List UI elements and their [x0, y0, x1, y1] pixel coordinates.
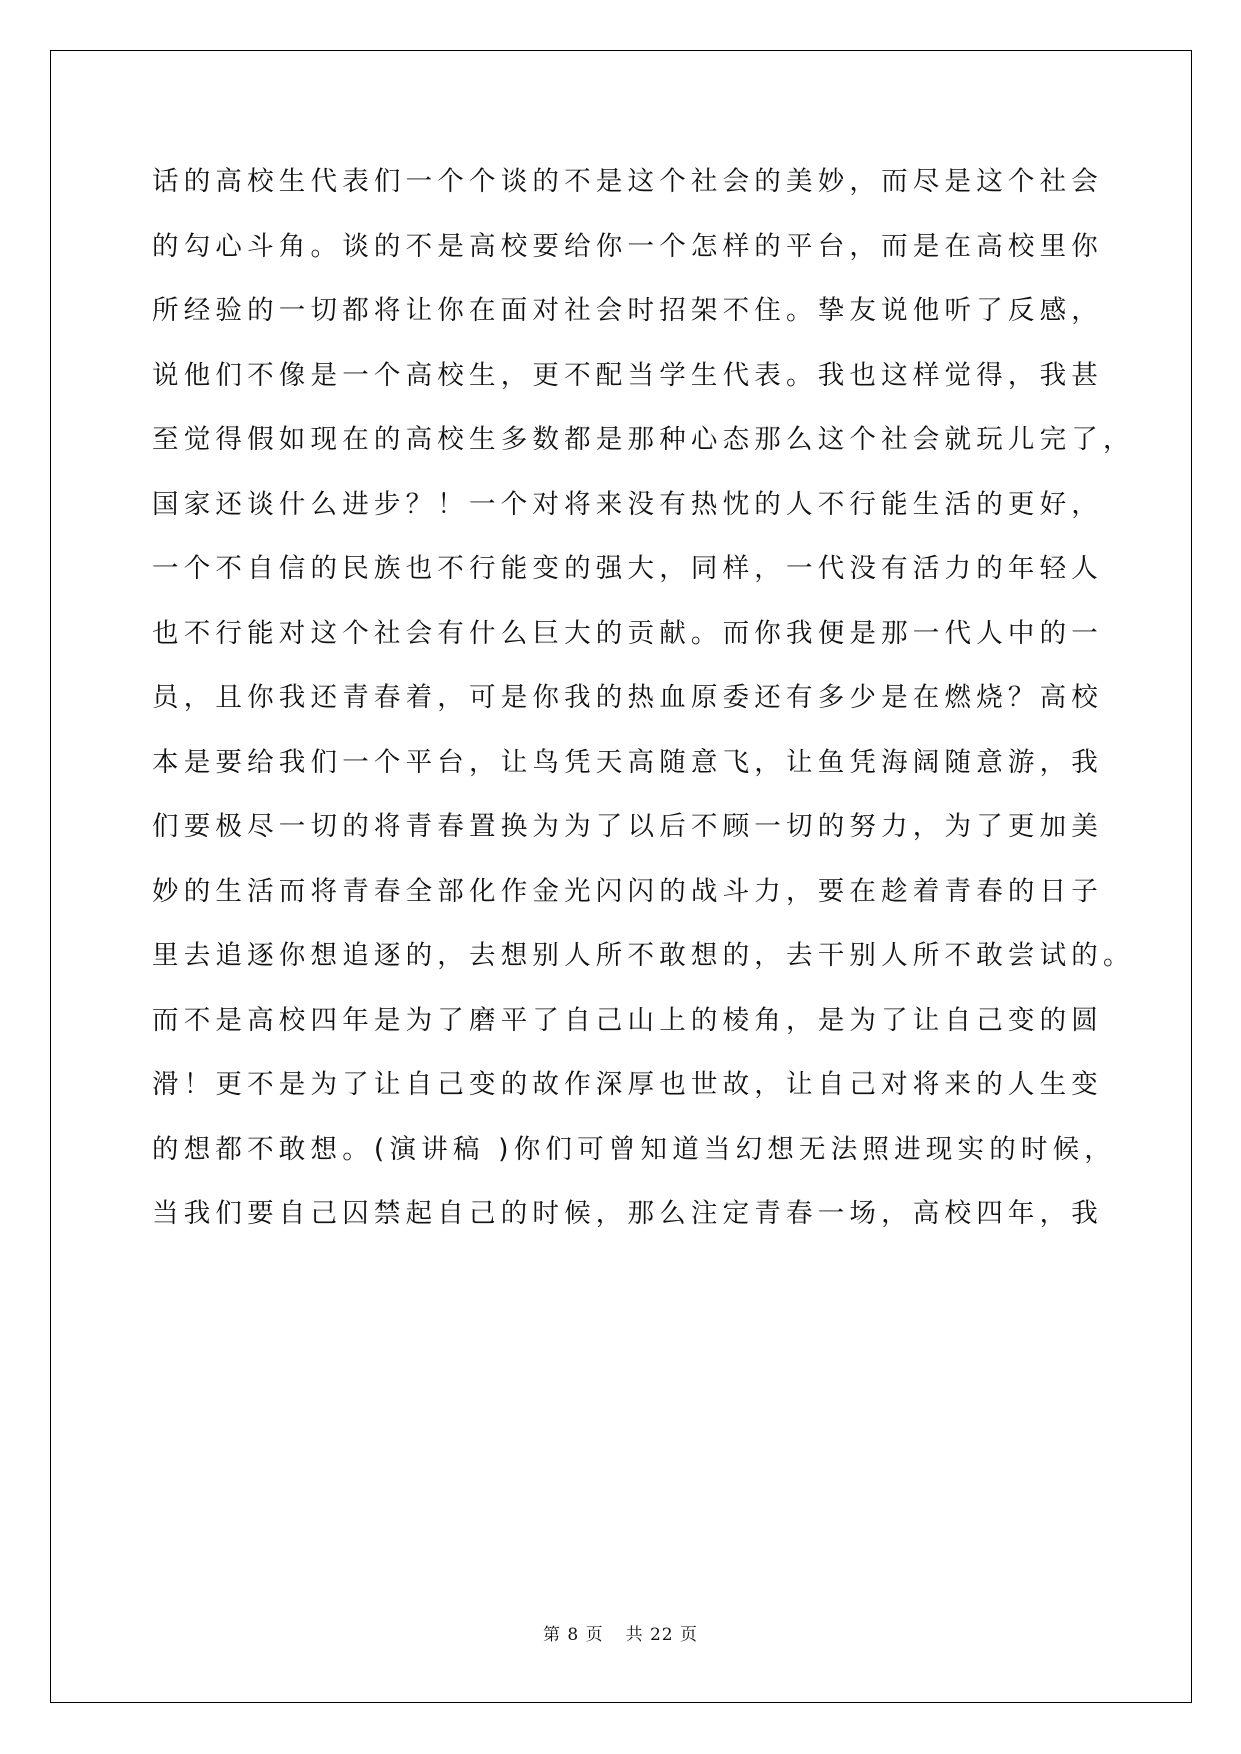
text-line: 说他们不像是一个高校生，更不配当学生代表。我也这样觉得，我甚	[152, 359, 1103, 391]
text-line: 一个不自信的民族也不行能变的强大，同样，一代没有活力的年轻人	[152, 553, 1103, 584]
page-number: 第 8 页	[542, 1625, 604, 1645]
text-line: 话的高校生代表们一个个谈的不是这个社会的美妙，而尽是这个社会	[152, 166, 1103, 197]
text-line: 妙的生活而将青春全部化作金光闪闪的战斗力，要在趁着青春的日子	[152, 875, 1103, 907]
text-line: 当我们要自己囚禁起自己的时候，那么注定青春一场，高校四年，我	[152, 1198, 1103, 1229]
page-total: 共 22 页	[625, 1625, 699, 1645]
text-line: 里去追逐你想追逐的，去想别人所不敢想的，去干别人所不敢尝试的。	[152, 940, 1135, 971]
text-line: 滑！更不是为了让自己变的故作深厚也世故，让自己对将来的人生变	[152, 1069, 1103, 1100]
body-text	[152, 160, 1135, 1257]
text-line: 们要极尽一切的将青春置换为为了以后不顾一切的努力，为了更加美	[152, 811, 1103, 842]
text-line: 而不是高校四年是为了磨平了自己山上的棱角，是为了让自己变的圆	[152, 1004, 1103, 1036]
text-line: 所经验的一切都将让你在面对社会时招架不住。挚友说他听了反感，	[152, 295, 1103, 326]
text-line: 也不行能对这个社会有什么巨大的贡献。而你我便是那一代人中的一	[152, 617, 1103, 649]
text-line: 的勾心斗角。谈的不是高校要给你一个怎样的平台，而是在高校里你	[152, 230, 1103, 262]
page-footer	[0, 1620, 1241, 1645]
text-line: 员，且你我还青春着，可是你我的热血原委还有多少是在燃烧？高校	[152, 682, 1103, 713]
text-line: 的想都不敢想。(演讲稿 )你们可曾知道当幻想无法照进现实的时候，	[152, 1133, 1117, 1165]
text-line: 至觉得假如现在的高校生多数都是那种心态那么这个社会就玩儿完了，	[152, 424, 1135, 455]
text-line: 本是要给我们一个平台，让鸟凭天高随意飞，让鱼凭海阔随意游，我	[152, 746, 1103, 778]
text-line: 国家还谈什么进步？！一个对将来没有热忱的人不行能生活的更好，	[152, 488, 1103, 520]
